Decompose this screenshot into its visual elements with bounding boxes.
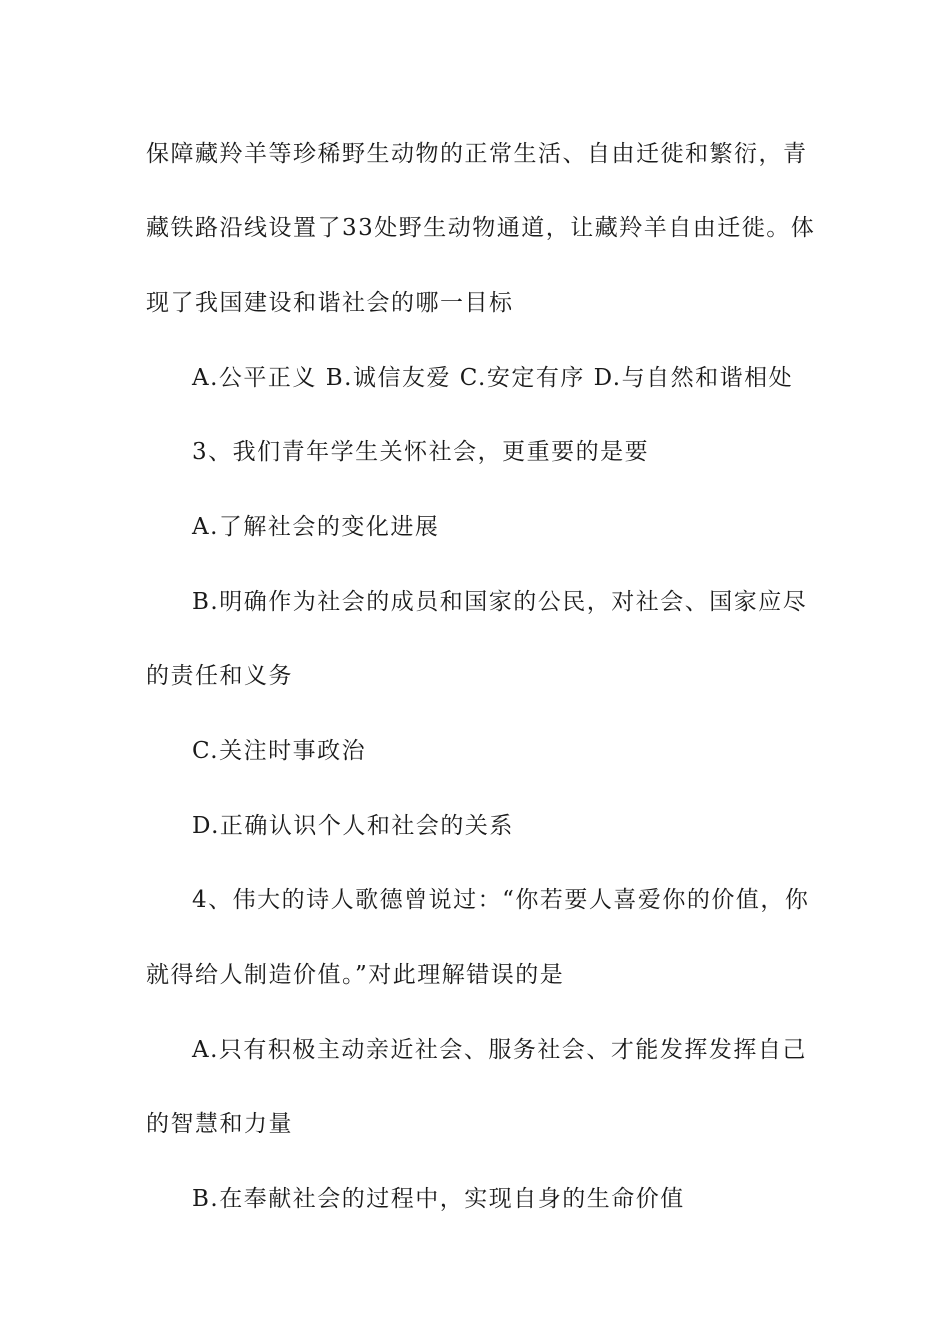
question-4-option-a: A.只有积极主动亲近社会、服务社会、才能发挥发挥自己 [192, 1037, 807, 1063]
paragraph-line-3: 现了我国建设和谐社会的哪一目标 [146, 290, 514, 316]
paragraph-line-1: 保障藏羚羊等珍稀野生动物的正常生活、自由迁徙和繁衍，青 [146, 141, 808, 167]
question-4-stem-cont: 就得给人制造价值。”对此理解错误的是 [146, 962, 565, 988]
question-3-option-b: B.明确作为社会的成员和国家的公民，对社会、国家应尽 [192, 589, 808, 615]
question-3-option-d: D.正确认识个人和社会的关系 [192, 813, 514, 839]
question-4-option-a-cont: 的智慧和力量 [146, 1111, 293, 1137]
question-3-stem: 3、我们青年学生关怀社会，更重要的是要 [192, 439, 650, 465]
question-4-option-b: B.在奉献社会的过程中，实现自身的生命价值 [192, 1186, 685, 1212]
question-3-option-c: C.关注时事政治 [192, 738, 367, 764]
paragraph-line-2: 藏铁路沿线设置了33处野生动物通道，让藏羚羊自由迁徙。体 [146, 215, 816, 241]
question-2-options: A.公平正义 B.诚信友爱 C.安定有序 D.与自然和谐相处 [192, 365, 794, 391]
question-3-option-a: A.了解社会的变化进展 [192, 514, 440, 540]
question-4-stem: 4、伟大的诗人歌德曾说过：“你若要人喜爱你的价值，你 [192, 887, 810, 913]
question-3-option-b-cont: 的责任和义务 [146, 663, 293, 689]
